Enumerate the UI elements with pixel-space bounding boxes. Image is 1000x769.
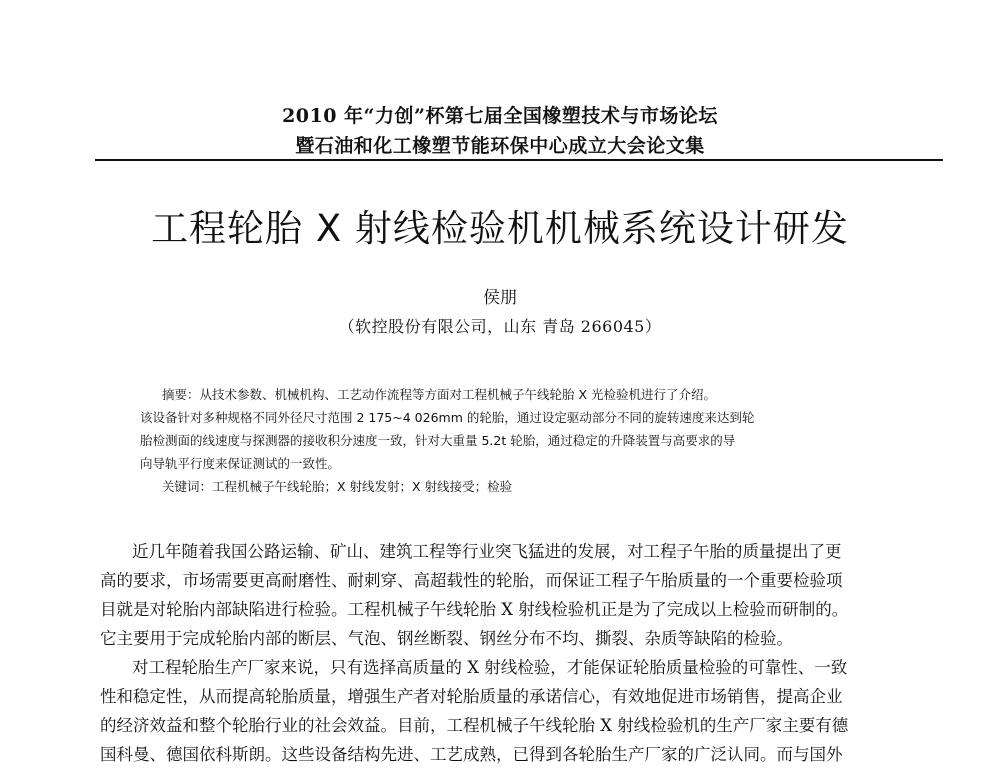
abstract-line: 摘要：从技术参数、机械机构、工艺动作流程等方面对工程机械子午线轮胎 X 光检验机进行了介绍。 [162,387,717,402]
body-line: 它主要用于完成轮胎内部的断层、气泡、钢丝断裂、钢丝分布不均、撕裂、杂质等缺陷的检验。 [100,629,793,648]
body-line: 的经济效益和整个轮胎行业的社会效益。目前，工程机械子午线轮胎 X 射线检验机的生产厂家主要有德 [100,716,849,735]
body-paragraphs [100,537,915,769]
body-line: 目就是对轮胎内部缺陷进行检验。工程机械子午线轮胎 X 射线检验机正是为了完成以上检验而研制的。 [100,600,849,619]
body-line: 近几年随着我国公路运输、矿山、建筑工程等行业突飞猛进的发展，对工程子午胎的质量提出了更 [132,542,842,561]
abstract-line: 向导轨平行度来保证测试的一致性。 [140,456,341,471]
abstract-line: 该设备针对多种规格不同外径尺寸范围 2 175~4 026mm 的轮胎，通过设定驱动部分不同的旋转速度来达到轮 [140,410,755,425]
author-affiliation: （软控股份有限公司，山东 青岛 266045） [338,317,662,336]
body-line: 高的要求，市场需要更高耐磨性、耐刺穿、高超载性的轮胎，而保证工程子午胎质量的一个重要检验项 [100,571,843,590]
paper-title: 工程轮胎 X 射线检验机机械系统设计研发 [151,207,849,250]
body-line: 国科曼、德国依科斯朗。这些设备结构先进、工艺成熟，已得到各轮胎生产厂家的广泛认同。而与国外 [100,745,843,764]
header-rule [95,159,943,161]
proceedings-header-line-1: 2010 年“力创”杯第七届全国橡塑技术与市场论坛 [282,105,718,127]
proceedings-header-line-2: 暨石油和化工橡塑节能环保中心成立大会论文集 [295,135,705,157]
abstract-block [140,383,860,498]
abstract-line: 胎检测面的线速度与探测器的接收积分速度一致，针对大重量 5.2t 轮胎，通过稳定的升降装置与高要求的导 [140,433,736,448]
body-line: 性和稳定性，从而提高轮胎质量，增强生产者对轮胎质量的承诺信心，有效地促进市场销售，提高企业 [100,687,843,706]
keywords-line: 关键词：工程机械子午线轮胎；X 射线发射；X 射线接受；检验 [162,479,513,494]
author-name: 侯朋 [483,288,517,308]
body-line: 对工程轮胎生产厂家来说，只有选择高质量的 X 射线检验，才能保证轮胎质量检验的可靠性、一致 [132,658,848,677]
